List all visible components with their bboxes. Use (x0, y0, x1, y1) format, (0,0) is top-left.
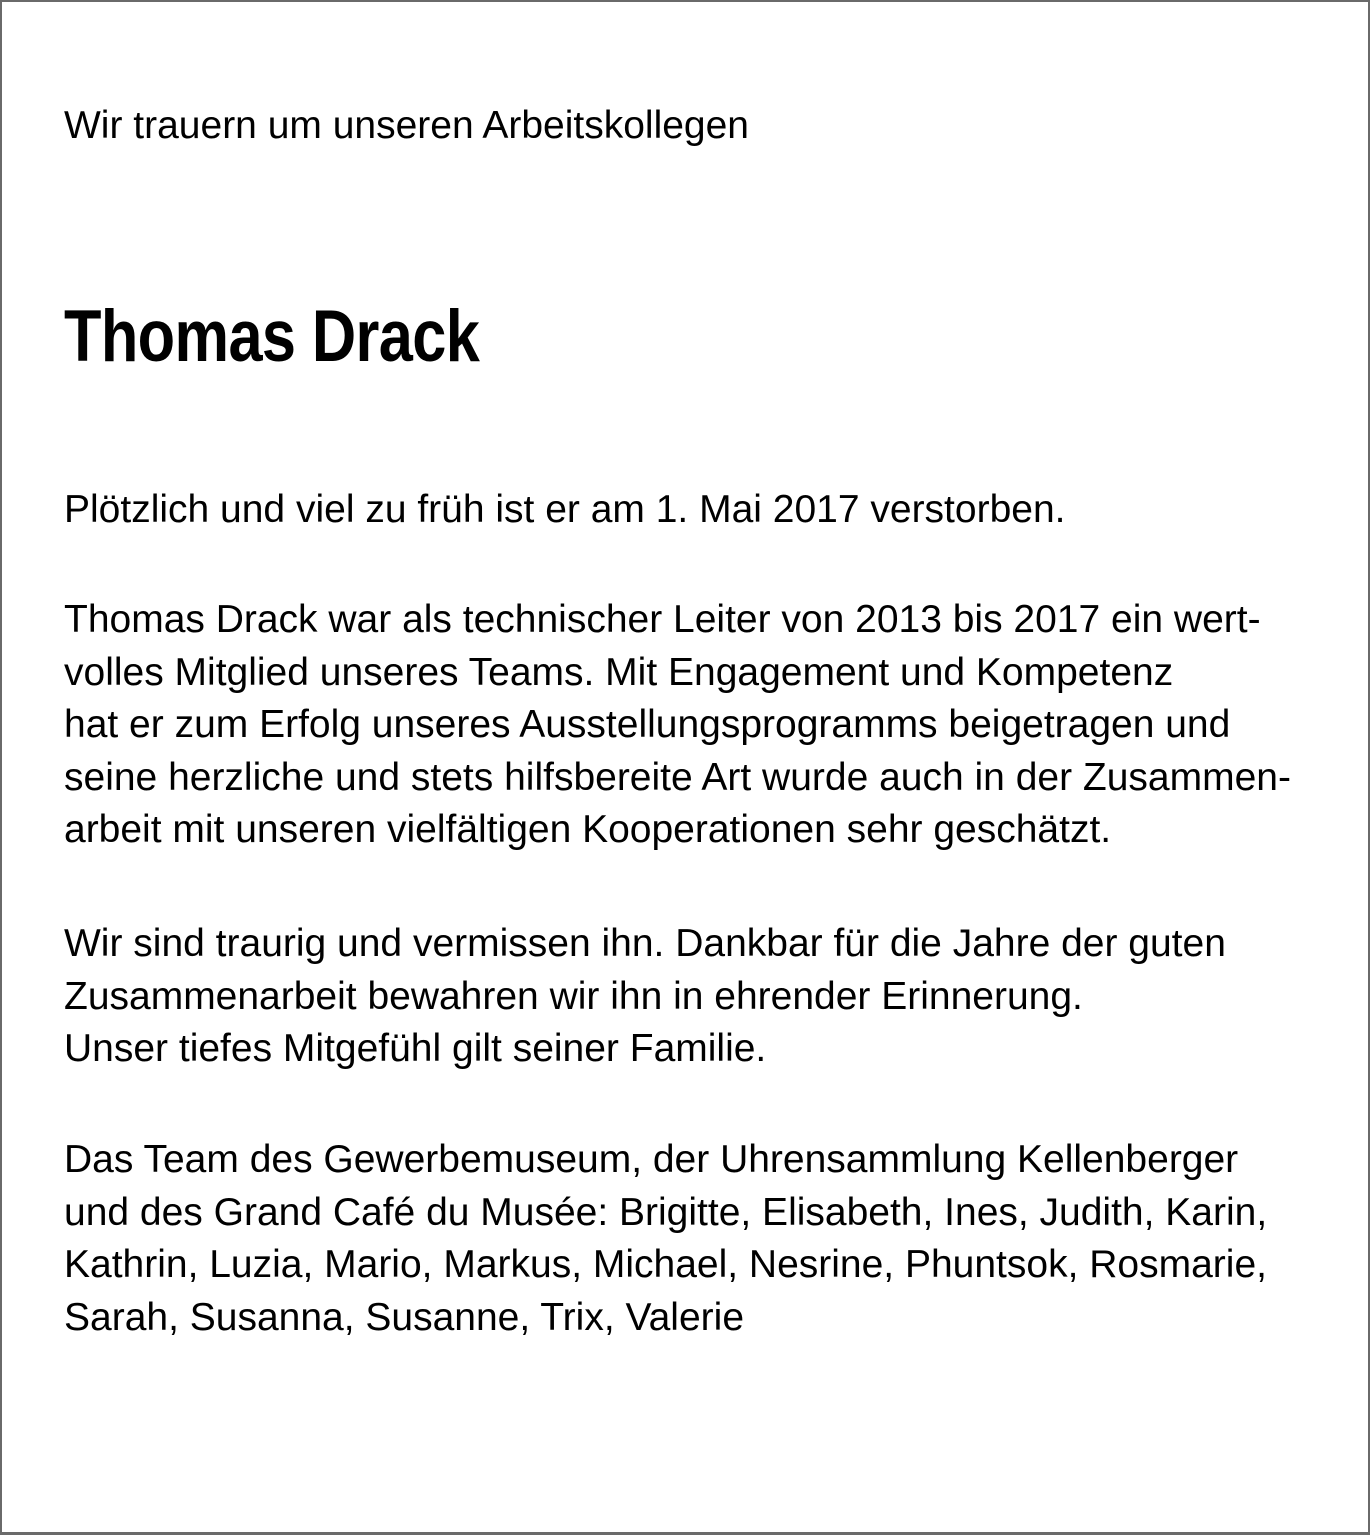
paragraph-line: Unser tiefes Mitgefühl gilt seiner Familie. (64, 1027, 767, 1070)
paragraph-line: Zusammenarbeit bewahren wir ihn in ehrender Erinnerung. (64, 974, 1083, 1018)
team-signature-paragraph (64, 1134, 1267, 1344)
deceased-name-heading: Thomas Drack (64, 296, 480, 377)
paragraph-line: Thomas Drack war als technischer Leiter von 2013 bis 2017 ein wert- (64, 598, 1261, 641)
intro-line: Wir trauern um unseren Arbeitskollegen (64, 104, 749, 147)
paragraph-line: Wir sind traurig und vermissen ihn. Dankbar für die Jahre der guten (64, 922, 1226, 965)
paragraph-line: arbeit mit unseren vielfältigen Kooperationen sehr geschätzt. (64, 808, 1112, 851)
paragraph-line: und des Grand Café du Musée: Brigitte, Elisabeth, Ines, Judith, Karin, (64, 1190, 1268, 1234)
paragraph-line: Plötzlich und viel zu früh ist er am 1. Mai 2017 verstorben. (64, 488, 1066, 531)
tribute-paragraph (64, 594, 1291, 857)
paragraph-line: hat er zum Erfolg unseres Ausstellungsprogramms beigetragen und (64, 703, 1231, 746)
paragraph-line: volles Mitglied unseres Teams. Mit Engagement und Kompetenz (64, 650, 1174, 694)
paragraph-line: Sarah, Susanna, Susanne, Trix, Valerie (64, 1295, 745, 1339)
death-date-paragraph (64, 484, 1065, 537)
condolence-paragraph (64, 918, 1226, 1076)
paragraph-line: Kathrin, Luzia, Mario, Markus, Michael, Nesrine, Phuntsok, Rosmarie, (64, 1243, 1267, 1286)
paragraph-line: seine herzliche und stets hilfsbereite Art wurde auch in der Zusammen- (64, 755, 1291, 799)
paragraph-line: Das Team des Gewerbemuseum, der Uhrensammlung Kellenberger (64, 1138, 1239, 1181)
